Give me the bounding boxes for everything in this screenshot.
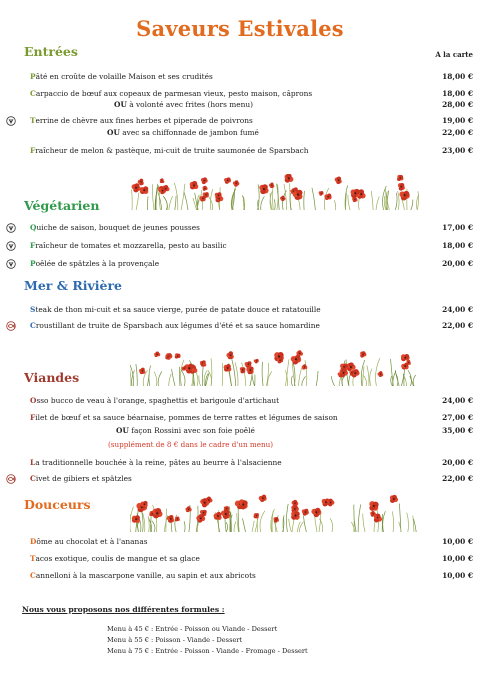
item-text: sso bucco de veau à l'orange, spaghettis et barigoule d'artichaut	[36, 396, 280, 405]
item-text: âté en croûte de volaille Maison et ses crudités	[35, 72, 213, 81]
menu-item	[30, 241, 227, 250]
item-price: 24,00 €	[442, 396, 473, 405]
item-text: oêlée de spätzles à la provençale	[35, 259, 160, 268]
vegetarian-icon	[6, 223, 16, 233]
item-text: uiche de saison, bouquet de jeunes pousses	[36, 223, 200, 232]
poppy-flowers-decoration	[130, 174, 420, 210]
item-price: 18,00 €	[442, 241, 473, 250]
item-text: teak de thon mi-cuit et sa sauce vierge, purée de patate douce et ratatouille	[35, 305, 321, 314]
menu-item-variant	[114, 100, 253, 109]
item-initial: C	[30, 474, 36, 483]
ou-label: OU	[114, 100, 127, 109]
menu-item	[30, 223, 200, 232]
vegetarian-icon	[6, 259, 16, 269]
item-price: 27,00 €	[442, 413, 473, 422]
poppy-flowers-decoration	[130, 348, 420, 386]
menu-item	[30, 259, 159, 268]
menu-item	[30, 146, 309, 155]
item-price: 18,00 €	[442, 89, 473, 98]
item-price: 10,00 €	[442, 554, 473, 563]
item-price: 10,00 €	[442, 537, 473, 546]
menu-item	[30, 537, 148, 546]
item-price: 22,00 €	[442, 128, 473, 137]
item-initial: P	[30, 72, 36, 81]
vegetarian-icon	[6, 116, 16, 126]
item-price: 20,00 €	[442, 458, 473, 467]
menu-item	[30, 571, 256, 580]
item-price: 35,00 €	[442, 426, 473, 435]
menu-item	[30, 72, 213, 81]
page-title: Saveurs Estivales	[136, 16, 344, 41]
item-initial: D	[30, 537, 37, 546]
item-initial: C	[30, 321, 36, 330]
item-initial: F	[30, 241, 36, 250]
section-vegetarien: Végétarien	[24, 198, 100, 213]
menu-item	[30, 554, 200, 563]
item-initial: C	[30, 571, 36, 580]
item-text: raîcheur de tomates et mozzarella, pesto au basilic	[35, 241, 227, 250]
menu-item	[30, 458, 282, 467]
item-text: acos exotique, coulis de mangue et sa glace	[35, 554, 200, 563]
item-price: 17,00 €	[442, 223, 473, 232]
menu-item	[30, 396, 279, 405]
formule-line: Menu à 55 € : Poisson - Viande - Dessert	[107, 636, 243, 644]
item-initial: P	[30, 259, 36, 268]
item-price: 18,00 €	[442, 72, 473, 81]
item-initial: S	[30, 305, 36, 314]
ou-label: OU	[116, 426, 129, 435]
a-la-carte-label: A la carte	[435, 50, 473, 59]
item-price: 20,00 €	[442, 259, 473, 268]
item-price: 24,00 €	[442, 305, 473, 314]
item-text: a traditionnelle bouchée à la reine, pâtes au beurre à l'alsacienne	[35, 458, 282, 467]
variant-text: à volonté avec frites (hors menu)	[126, 100, 254, 109]
section-douceurs: Douceurs	[24, 497, 91, 512]
item-price: 19,00 €	[442, 116, 473, 125]
vegetarian-icon	[6, 241, 16, 251]
item-initial: C	[30, 89, 36, 98]
item-text: raîcheur de melon & pastèque, mi-cuit de truite saumonée de Sparsbach	[35, 146, 309, 155]
item-price: 23,00 €	[442, 146, 473, 155]
menu-item-variant	[107, 128, 259, 137]
fish-icon	[6, 474, 16, 484]
menu-item	[30, 305, 321, 314]
item-price: 10,00 €	[442, 571, 473, 580]
formule-line: Menu à 45 € : Entrée - Poisson ou Viande - Dessert	[107, 625, 278, 633]
ou-label: OU	[107, 128, 120, 137]
item-initial: F	[30, 146, 36, 155]
variant-text: avec sa chiffonnade de jambon fumé	[119, 128, 259, 137]
menu-item	[30, 474, 132, 483]
menu-item	[30, 89, 312, 98]
menu-item	[30, 413, 338, 422]
item-text: arpaccio de bœuf aux copeaux de parmesan vieux, pesto maison, câprons	[35, 89, 313, 98]
formules-title: Nous vous proposons nos différentes formules :	[22, 605, 225, 614]
poppy-flowers-decoration	[130, 494, 420, 532]
item-text: ivet de gibiers et spätzles	[35, 474, 132, 483]
menu-item-variant	[116, 426, 255, 435]
section-viandes: Viandes	[24, 370, 80, 385]
item-text: roustillant de truite de Sparsbach aux légumes d'été et sa sauce homardine	[35, 321, 320, 330]
variant-text: façon Rossini avec son foie poêlé	[128, 426, 255, 435]
item-initial: L	[30, 458, 36, 467]
item-initial: O	[30, 396, 37, 405]
item-text: errine de chèvre aux fines herbes et piperade de poivrons	[35, 116, 253, 125]
section-mer-riviere: Mer & Rivière	[24, 278, 123, 293]
item-text: ôme au chocolat et à l'ananas	[36, 537, 148, 546]
item-initial: T	[30, 116, 36, 125]
section-entrees: Entrées	[24, 44, 78, 59]
item-price: 22,00 €	[442, 474, 473, 483]
item-initial: T	[30, 554, 36, 563]
formule-line: Menu à 75 € : Entrée - Poisson - Viande - Fromage - Dessert	[107, 647, 308, 655]
menu-item	[30, 321, 320, 330]
item-text: annelloni à la mascarpone vanille, au sapin et aux abricots	[35, 571, 256, 580]
item-initial: F	[30, 413, 36, 422]
menu-item	[30, 116, 253, 125]
item-price: 22,00 €	[442, 321, 473, 330]
supplement-note: (supplément de 8 € dans le cadre d'un menu)	[108, 440, 274, 449]
item-initial: Q	[30, 223, 37, 232]
item-price: 28,00 €	[442, 100, 473, 109]
fish-icon	[6, 321, 16, 331]
item-text: ilet de bœuf et sa sauce béarnaise, pommes de terre rattes et légumes de saison	[35, 413, 338, 422]
